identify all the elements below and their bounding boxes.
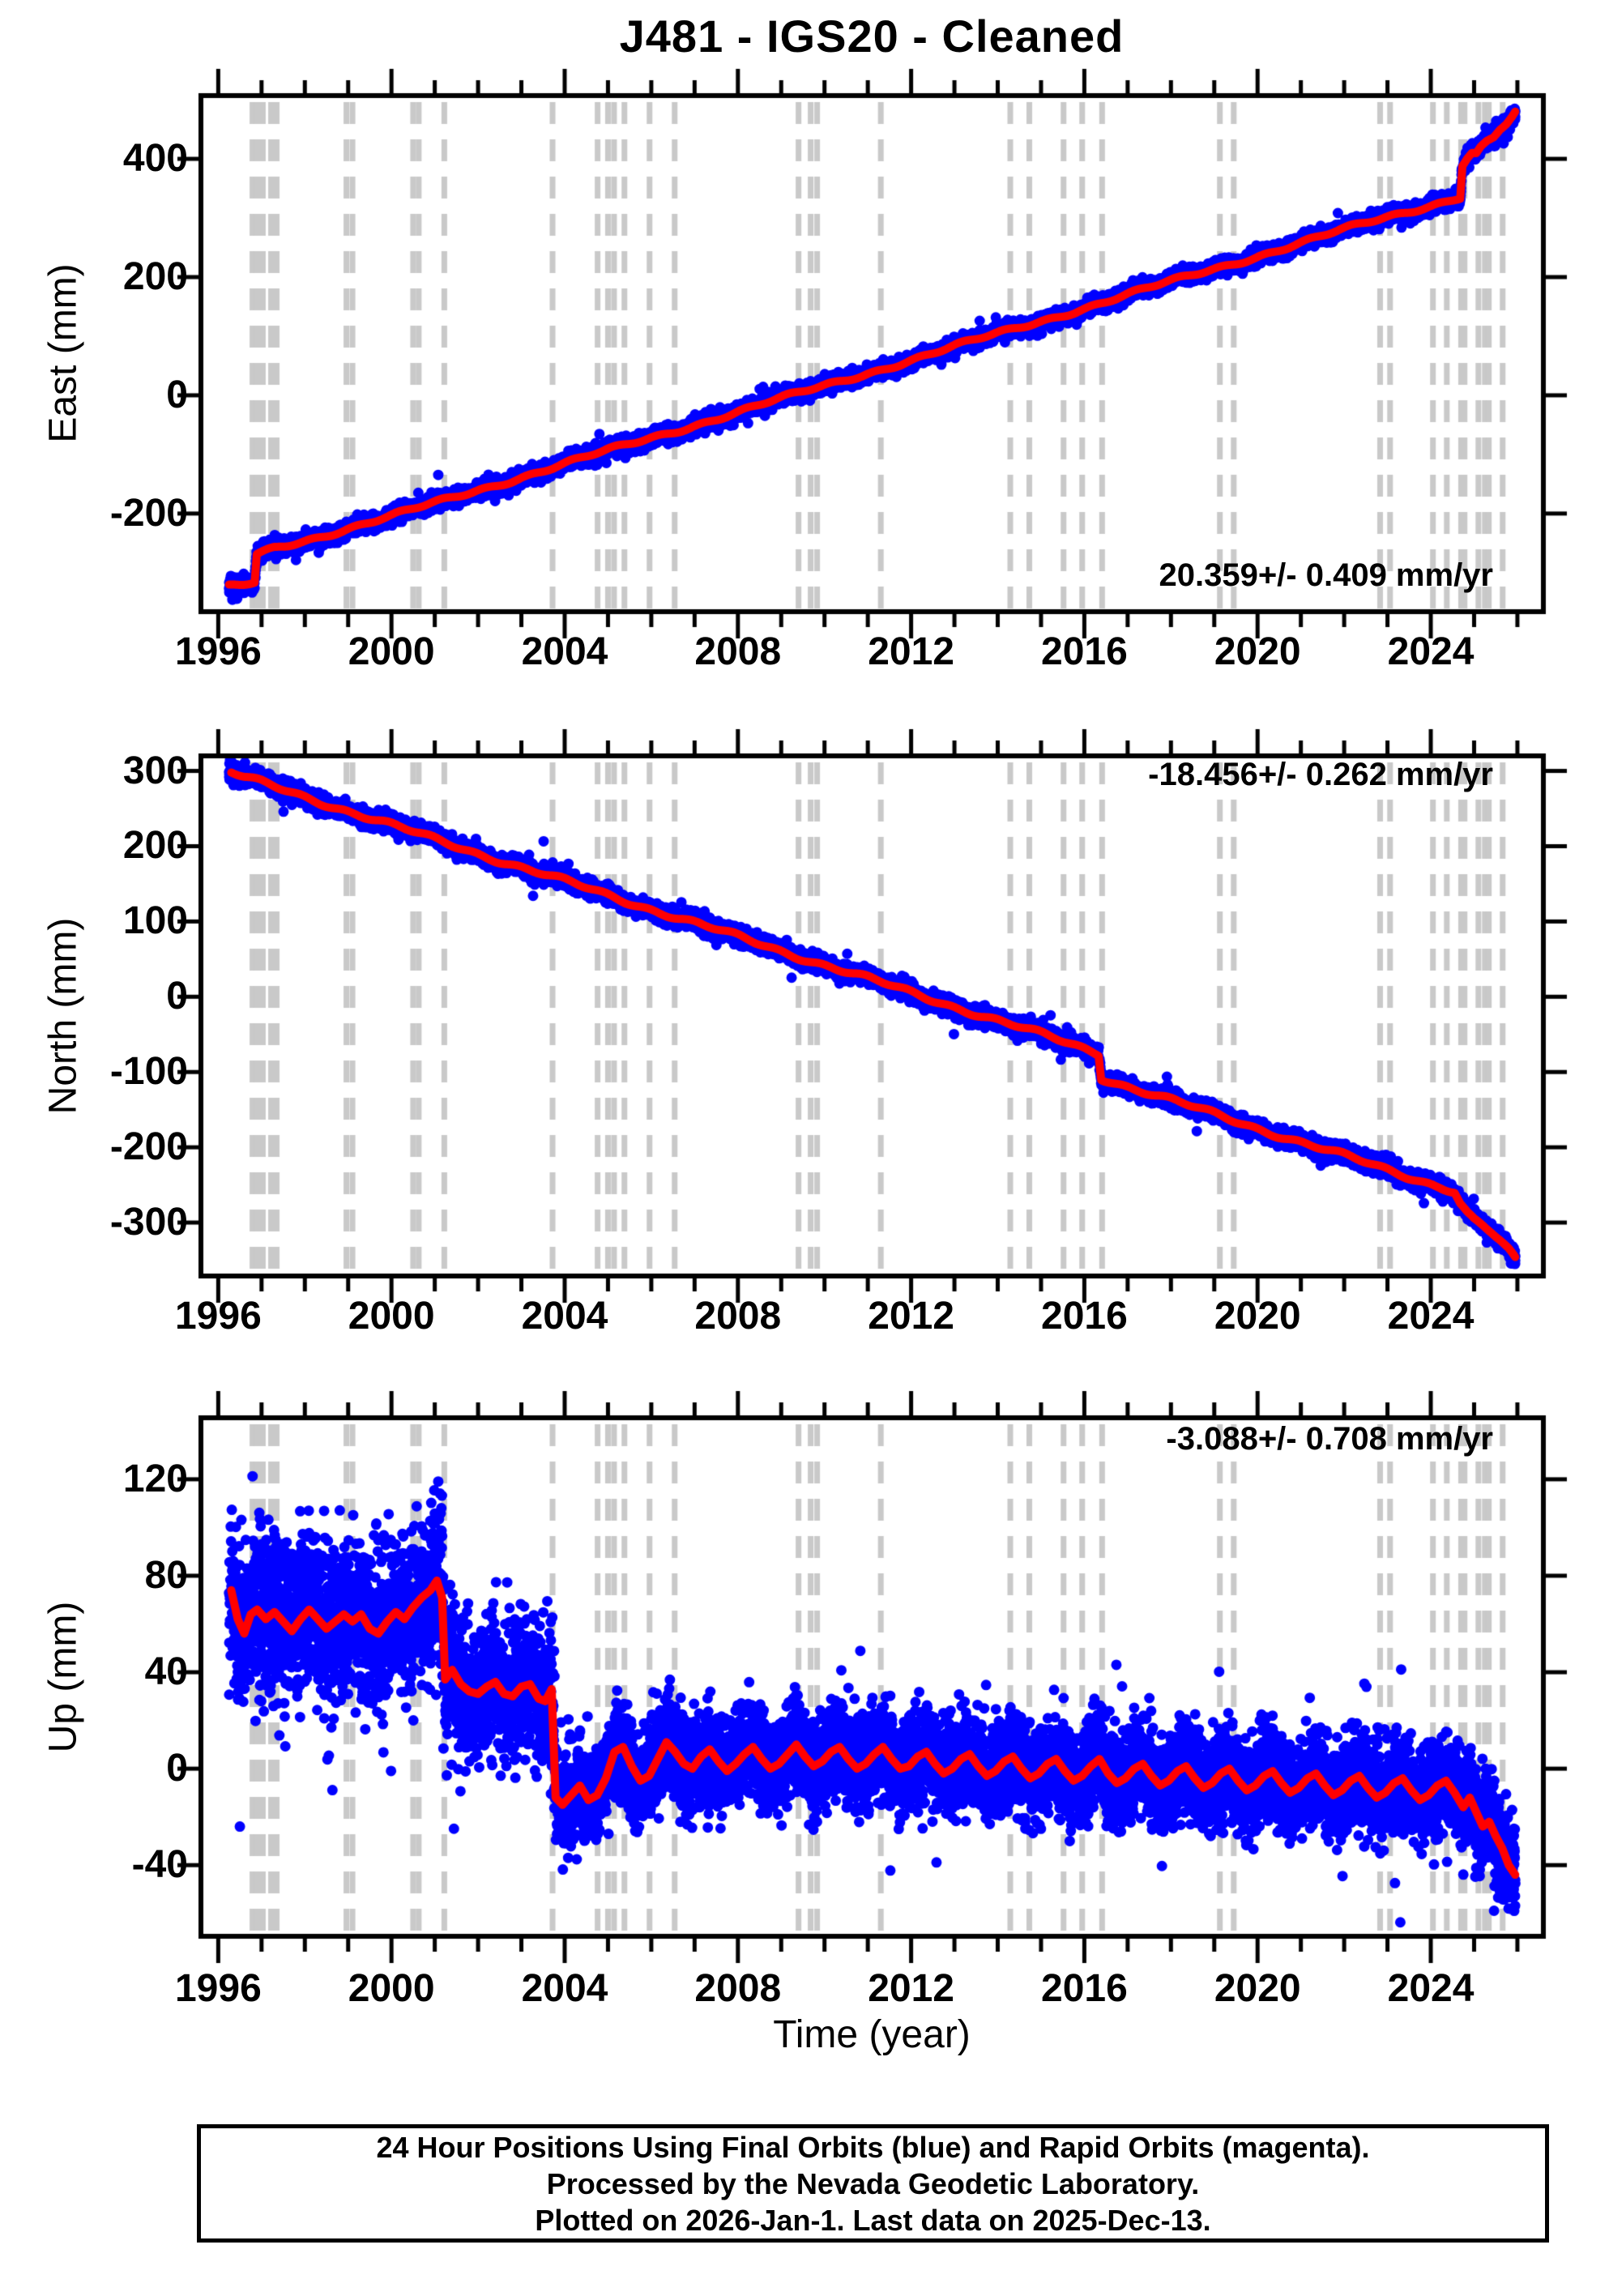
x-tick-label: 2008 bbox=[694, 1295, 782, 1338]
x-tick-label: 2016 bbox=[1041, 630, 1128, 673]
page-title: J481 - IGS20 - Cleaned bbox=[619, 11, 1125, 62]
x-tick-label: 2020 bbox=[1214, 630, 1301, 673]
y-tick-label: 80 bbox=[144, 1553, 188, 1597]
x-tick-label: 1996 bbox=[174, 1967, 262, 2010]
y-tick-label: 100 bbox=[122, 899, 188, 943]
x-tick-label: 1996 bbox=[174, 1295, 262, 1338]
x-tick-label: 2004 bbox=[521, 1295, 608, 1338]
x-tick-label: 2012 bbox=[868, 1967, 954, 2010]
x-axis-title: Time (year) bbox=[773, 2013, 971, 2056]
y-tick-label: -300 bbox=[109, 1201, 188, 1244]
x-tick-label: 2008 bbox=[694, 1967, 782, 2010]
x-tick-label: 2016 bbox=[1041, 1967, 1128, 2010]
y-tick-label: 300 bbox=[122, 749, 188, 792]
x-tick-label: 2000 bbox=[348, 630, 435, 673]
y-tick-label: 400 bbox=[122, 137, 188, 181]
x-tick-label: 2004 bbox=[521, 630, 608, 673]
y-tick-label: 0 bbox=[166, 1747, 188, 1790]
caption-line-3: Plotted on 2026-Jan-1. Last data on 2025-Dec-13. bbox=[535, 2203, 1211, 2237]
x-tick-label: 2004 bbox=[521, 1967, 608, 2010]
y-tick-label: -200 bbox=[109, 1125, 188, 1169]
caption-line-1: 24 Hour Positions Using Final Orbits (blue) and Rapid Orbits (magenta). bbox=[376, 2130, 1370, 2164]
y-axis-title-north-text: North (mm) bbox=[41, 917, 85, 1115]
rate-annotation-up: -3.088+/- 0.708 mm/yr bbox=[1166, 1421, 1493, 1457]
rate-annotation-east: 20.359+/- 0.409 mm/yr bbox=[1159, 557, 1493, 593]
caption-box bbox=[197, 2124, 1549, 2243]
y-tick-label: -100 bbox=[109, 1050, 188, 1094]
y-tick-label: 200 bbox=[122, 255, 188, 298]
y-axis-title-east-text: East (mm) bbox=[41, 263, 85, 443]
x-tick-label: 2000 bbox=[348, 1295, 435, 1338]
x-tick-label: 2012 bbox=[868, 1295, 954, 1338]
y-tick-label: 0 bbox=[166, 975, 188, 1018]
x-tick-label: 2024 bbox=[1387, 1295, 1475, 1338]
x-tick-label: 2024 bbox=[1387, 1967, 1475, 2010]
rate-annotation-north: -18.456+/- 0.262 mm/yr bbox=[1148, 757, 1493, 792]
x-tick-label: 2020 bbox=[1214, 1967, 1301, 2010]
x-tick-label: 2008 bbox=[694, 630, 782, 673]
y-axis-title-up-text: Up (mm) bbox=[41, 1601, 85, 1753]
y-tick-label: 200 bbox=[122, 824, 188, 868]
x-tick-label: 1996 bbox=[174, 630, 262, 673]
y-tick-label: 120 bbox=[122, 1457, 188, 1500]
x-tick-label: 2020 bbox=[1214, 1295, 1301, 1338]
y-tick-label: -40 bbox=[131, 1843, 188, 1887]
x-tick-label: 2000 bbox=[348, 1967, 435, 2010]
x-tick-label: 2016 bbox=[1041, 1295, 1128, 1338]
caption-line-2: Processed by the Nevada Geodetic Laboratory. bbox=[546, 2166, 1200, 2200]
y-tick-label: 0 bbox=[166, 373, 188, 416]
x-tick-label: 2012 bbox=[868, 630, 954, 673]
y-tick-label: 40 bbox=[144, 1650, 188, 1694]
x-tick-label: 2024 bbox=[1387, 630, 1475, 673]
y-tick-label: -200 bbox=[109, 491, 188, 535]
